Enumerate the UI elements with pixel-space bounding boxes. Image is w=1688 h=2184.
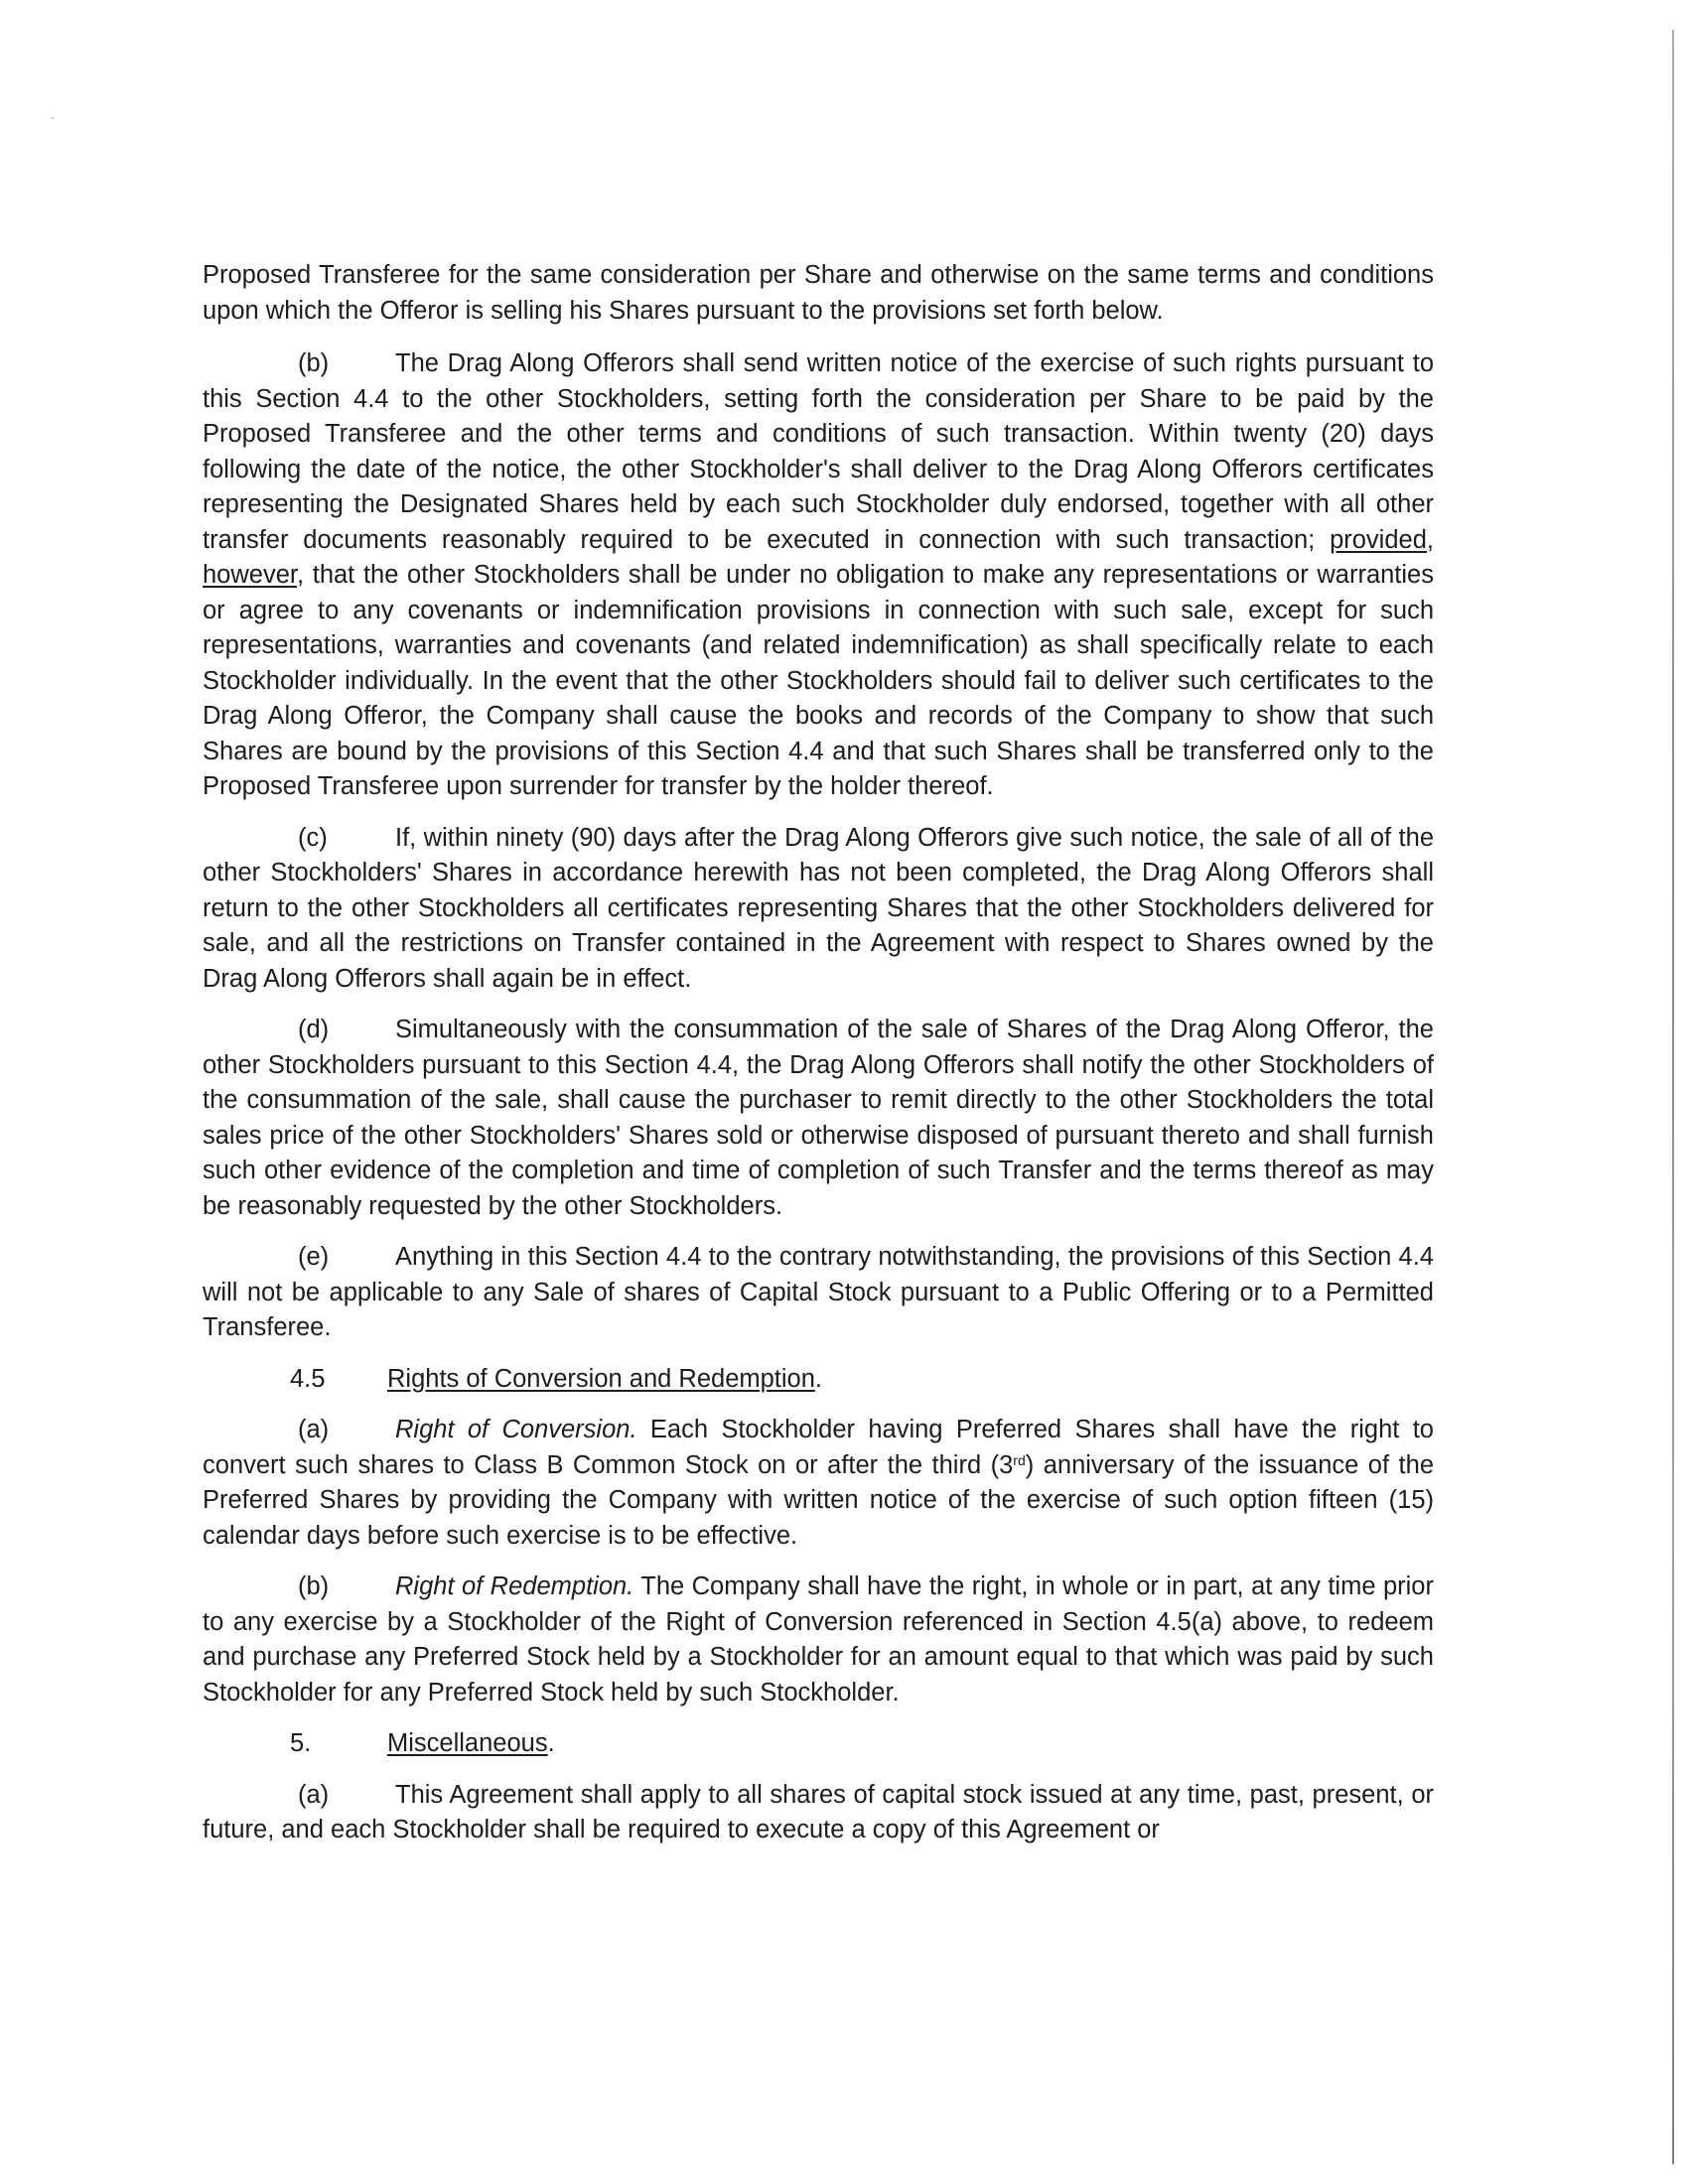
paragraph-4-5-b bbox=[203, 1570, 1434, 1710]
scan-speck bbox=[52, 117, 54, 119]
paragraph-label: (b) bbox=[298, 349, 330, 377]
paragraph-label: (a) bbox=[298, 1416, 330, 1443]
document-body bbox=[203, 258, 1434, 1864]
punctuation: . bbox=[547, 1729, 555, 1757]
scan-page-edge bbox=[1672, 30, 1674, 2164]
punctuation: , bbox=[1426, 525, 1434, 554]
underlined-term-however: however bbox=[203, 561, 297, 589]
section-title: Miscellaneous bbox=[387, 1729, 548, 1757]
punctuation: . bbox=[814, 1364, 823, 1393]
subsection-title: Right of Redemption. bbox=[395, 1572, 634, 1600]
paragraph-b bbox=[203, 346, 1434, 805]
paragraph-5-a bbox=[203, 1778, 1434, 1848]
section-number: 4.5 bbox=[290, 1364, 326, 1393]
paragraph-text: Anything in this Section 4.4 to the contrary notwithstanding, the provisions of this Section 4.4 will not be applicable to any Sale of shares of Capital Stock pursuant to a Public Offering or to a Permitted Transferee. bbox=[203, 1243, 1434, 1341]
paragraph-d bbox=[203, 1013, 1434, 1224]
paragraph-text: , that the other Stockholders shall be under no obligation to make any representations or warranties or agree to any covenants or indemnification provisions in connection with such sale, except for such representations, warranties and covenants (and related indemnification) as shall specifically relate to each Stockholder individually. In the event that the other Stockholders should fail to deliver such certificates to the Drag Along Offeror, the Company shall cause the books and records of the Company to show that such Shares are bound by the provisions of this Section 4.4 and that such Shares shall be transferred only to the Proposed Transferee upon surrender for transfer by the holder thereof. bbox=[203, 561, 1434, 800]
section-heading-5 bbox=[203, 1726, 1434, 1762]
ordinal-superscript: rd bbox=[1013, 1451, 1026, 1468]
paragraph-text: The Company shall have the right, in whole or in part, at any time prior to any exercise by a Stockholder of the Right of Conversion referenced in Section 4.5(a) above, to redeem and purchase any Preferred Stock held by a Stockholder for an amount equal to that which was paid by such Stockholder for any Preferred Stock held by such Stockholder. bbox=[203, 1572, 1434, 1706]
paragraph-label: (c) bbox=[298, 823, 328, 852]
underlined-term-provided: provided bbox=[1330, 525, 1427, 554]
section-number: 5. bbox=[290, 1729, 312, 1757]
paragraph-label: (b) bbox=[298, 1572, 330, 1600]
section-heading-4-5 bbox=[203, 1362, 1434, 1398]
paragraph-text: Simultaneously with the consummation of the sale of Shares of the Drag Along Offeror, the other Stockholders pursuant to this Section 4.4, the Drag Along Offerors shall notify the other Stockholders of the consummation of the sale, shall cause the purchaser to remit directly to the other Stockholders the total sales price of the other Stockholders' Shares sold or otherwise disposed of pursuant thereto and shall furnish such other evidence of the completion and time of completion of such Transfer and the terms thereof as may be reasonably requested by the other Stockholders. bbox=[203, 1016, 1434, 1220]
paragraph-c bbox=[203, 821, 1434, 998]
paragraph-text: The Drag Along Offerors shall send written notice of the exercise of such rights pursuant to this Section 4.4 to the other Stockholders, setting forth the consideration per Share to be paid by the Proposed Transferee and the other terms and conditions of such transaction. Within twenty (20) days following the date of the notice, the other Stockholder's shall deliver to the Drag Along Offerors certificates representing the Designated Shares held by each such Stockholder duly endorsed, together with all other transfer documents reasonably required to be executed in connection with such transaction; bbox=[203, 349, 1434, 554]
paragraph-text: This Agreement shall apply to all shares of capital stock issued at any time, past, present, or future, and each Stockholder shall be required to execute a copy of this Agreement or bbox=[203, 1780, 1434, 1843]
paragraph-text: Proposed Transferee for the same consideration per Share and otherwise on the same terms and conditions upon which the Offeror is selling his Shares pursuant to the provisions set forth below. bbox=[203, 261, 1434, 325]
paragraph-text: If, within ninety (90) days after the Drag Along Offerors give such notice, the sale of all of the other Stockholders' Shares in accordance herewith has not been completed, the Drag Along Offerors shall return to the other Stockholders all certificates representing Shares that the other Stockholders delivered for sale, and all the restrictions on Transfer contained in the Agreement with respect to Shares owned by the Drag Along Offerors shall again be in effect. bbox=[203, 823, 1434, 993]
paragraph-4-5-a bbox=[203, 1413, 1434, 1554]
subsection-title: Right of Conversion. bbox=[395, 1416, 637, 1443]
paragraph-label: (e) bbox=[298, 1243, 330, 1271]
paragraph-label: (a) bbox=[298, 1780, 330, 1809]
section-title: Rights of Conversion and Redemption bbox=[387, 1364, 815, 1393]
paragraph-text: ) anniversary of the issuance of the Preferred Shares by providing the Company with written notice of the exercise of such option fifteen (15) calendar days before such exercise is to be effective. bbox=[203, 1450, 1434, 1550]
paragraph-label: (d) bbox=[298, 1016, 330, 1043]
paragraph-text: Each Stockholder having Preferred Shares shall have the right to convert such shares to Class B Common Stock on or after the third (3 bbox=[203, 1416, 1434, 1479]
paragraph-e bbox=[203, 1240, 1434, 1346]
paragraph-intro bbox=[203, 258, 1434, 329]
